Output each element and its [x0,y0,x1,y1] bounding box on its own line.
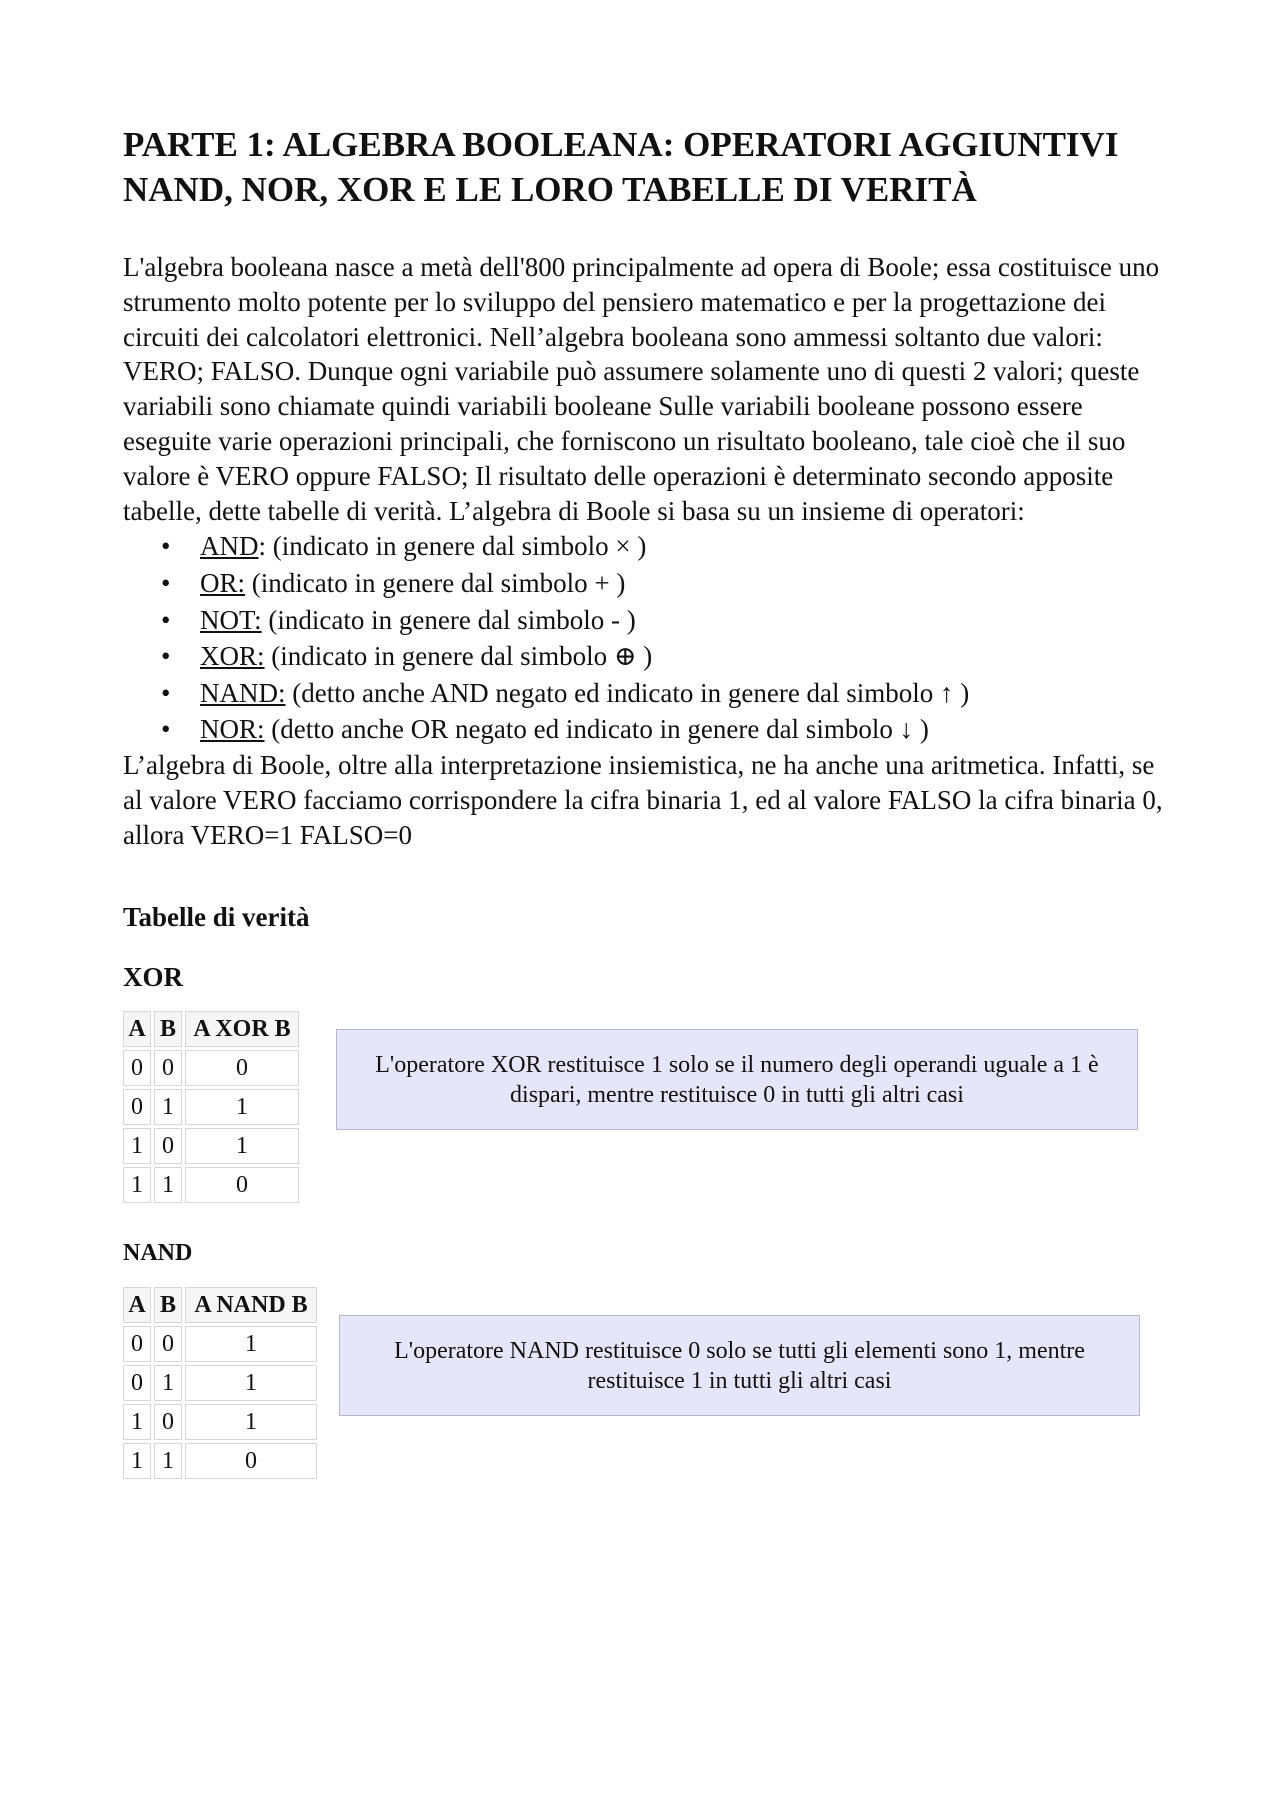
table-row [123,1128,299,1164]
table-row [123,1443,317,1479]
column-header: B [154,1287,182,1323]
nand-heading: NAND [123,1240,193,1267]
table-cell: 1 [185,1326,317,1362]
operator-name: NOR: [200,714,265,745]
list-item [161,638,1173,675]
table-cell: 0 [154,1326,182,1362]
table-cell: 1 [123,1128,151,1164]
table-header-row [123,1011,299,1047]
table-cell: 0 [154,1404,182,1440]
table-cell: 0 [154,1128,182,1164]
nand-note: L'operatore NAND restituisce 0 solo se tutti gli elementi sono 1, mentre restituisce 1 in tutti gli altri casi [339,1315,1140,1416]
column-header: A NAND B [185,1287,317,1323]
page-title: PARTE 1: ALGEBRA BOOLEANA: OPERATORI AGGIUNTIVI NAND, NOR, XOR E LE LORO TABELLE DI VERITÀ [123,125,1119,209]
operator-desc: (indicato in genere dal simbolo + ) [245,567,626,598]
table-cell: 1 [154,1443,182,1479]
operator-desc: (detto anche AND negato ed indicato in genere dal simbolo ↑ ) [285,677,970,708]
column-header: A [123,1011,151,1047]
operator-name: NOT: [200,604,262,635]
column-header: A [123,1287,151,1323]
operator-desc: (indicato in genere dal simbolo - ) [261,604,636,635]
document-page [123,122,1173,1480]
table-row [123,1167,299,1203]
table-cell: 0 [123,1050,151,1086]
table-cell: 1 [123,1443,151,1479]
table-cell: 1 [185,1404,317,1440]
intro-paragraph: L'algebra booleana nasce a metà dell'800 principalmente ad opera di Boole; essa costituisce uno strumento molto potente per lo sviluppo del pensiero matematico e per la progettazione dei circuiti dei calcolatori elettronici. Nell’algebra booleana sono ammessi soltanto due valori: VERO; FALSO. Dunque ogni variabile può assumere solamente uno di questi 2 valori; queste variabili sono chiamate quindi variabili booleane Sulle variabili booleane possono essere eseguite varie operazioni principali, che forniscono un risultato booleano, tale cioè che il suo valore è VERO oppure FALSO; Il risultato delle operazioni è determinato secondo apposite tabelle, dette tabelle di verità. L’algebra di Boole si basa su un insieme di operatori: [123,252,1160,526]
table-row [123,1404,317,1440]
column-header: A XOR B [185,1011,299,1047]
table-row [123,1089,299,1125]
table-cell: 1 [154,1365,182,1401]
table-row [123,1050,299,1086]
table-cell: 0 [185,1050,299,1086]
table-cell: 1 [154,1089,182,1125]
xor-heading: XOR [123,962,183,993]
xor-truth-table [120,1008,302,1206]
nand-block [123,1270,1173,1480]
table-cell: 0 [185,1443,317,1479]
operator-desc: : (indicato in genere dal simbolo × ) [258,531,647,562]
table-cell: 1 [154,1167,182,1203]
table-cell: 0 [123,1365,151,1401]
list-item [161,528,1173,565]
table-row [123,1365,317,1401]
table-cell: 1 [185,1128,299,1164]
table-cell: 1 [123,1167,151,1203]
closing-paragraph: L’algebra di Boole, oltre alla interpretazione insiemistica, ne ha anche una aritmetica. Infatti, se al valore VERO facciamo corrispondere la cifra binaria 1, ed al valore FALSO la cifra binaria 0, allora VERO=1 FALSO=0 [123,749,1163,850]
operator-name: OR: [200,567,246,598]
nand-truth-table [120,1284,320,1482]
operator-list [123,528,1173,748]
list-item [161,711,1173,748]
list-item [161,565,1173,602]
table-cell: 0 [154,1050,182,1086]
table-header-row [123,1287,317,1323]
operator-desc: (detto anche OR negato ed indicato in genere dal simbolo ↓ ) [264,714,929,745]
table-cell: 0 [185,1167,299,1203]
section-heading: Tabelle di verità [123,902,310,933]
operator-name: AND [200,531,259,562]
table-cell: 1 [185,1365,317,1401]
table-cell: 1 [123,1404,151,1440]
table-cell: 0 [123,1326,151,1362]
xor-note: L'operatore XOR restituisce 1 solo se il numero degli operandi uguale a 1 è dispari, mentre restituisce 0 in tutti gli altri casi [336,1029,1138,1130]
column-header: B [154,1011,182,1047]
operator-name: NAND: [200,677,286,708]
table-cell: 0 [123,1089,151,1125]
table-cell: 1 [185,1089,299,1125]
list-item [161,602,1173,639]
xor-block [123,994,1173,1204]
operator-name: XOR: [200,641,265,672]
table-row [123,1326,317,1362]
list-item [161,675,1173,712]
operator-desc: (indicato in genere dal simbolo ⊕ ) [264,641,653,672]
